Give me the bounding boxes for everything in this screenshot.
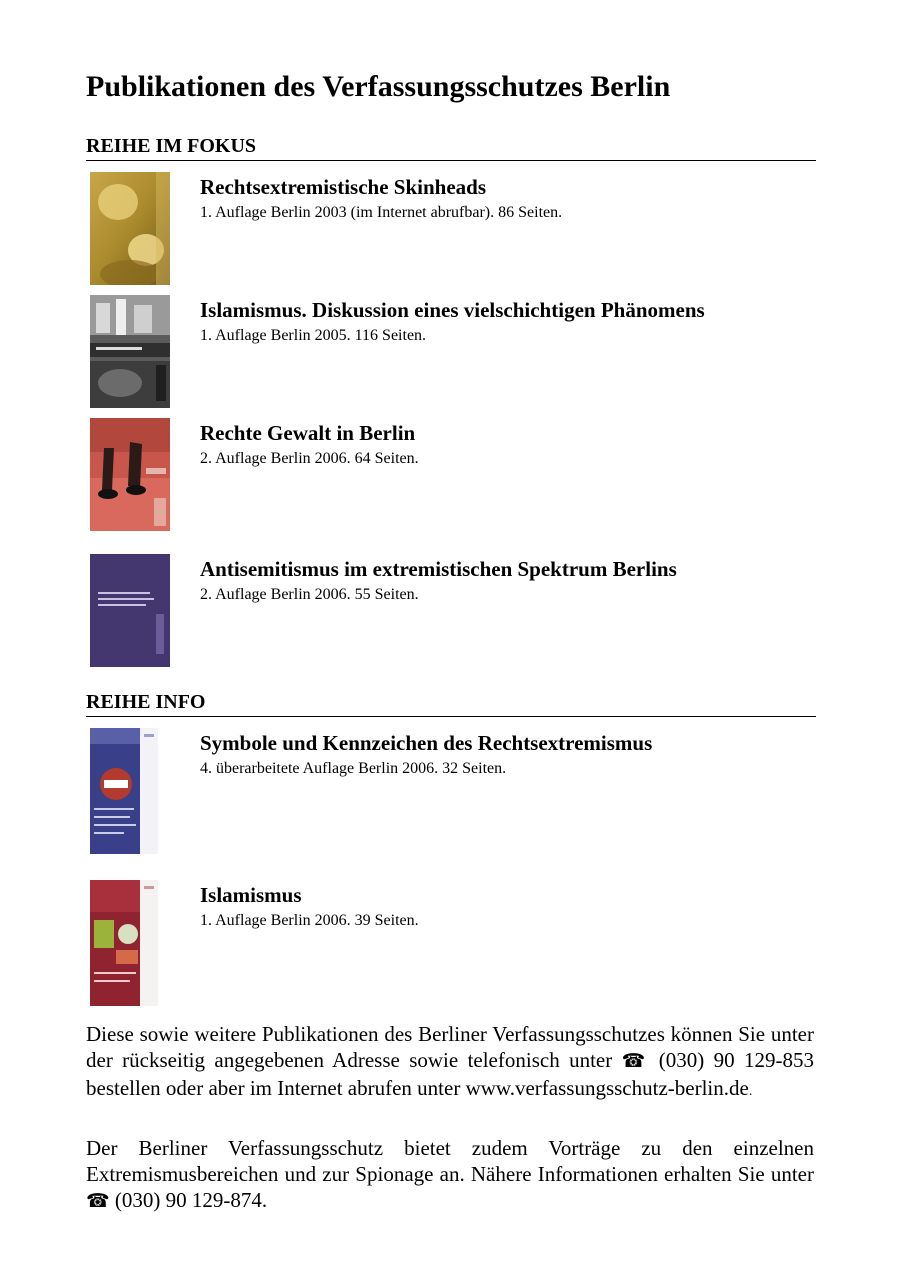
publication-title: Islamismus. Diskussion eines vielschichtigen Phänomens	[200, 298, 705, 322]
cover-symbole-image	[90, 728, 158, 854]
publication-item[interactable]	[90, 295, 820, 425]
cover-islamismus-image	[90, 880, 158, 1006]
publication-text	[200, 174, 820, 224]
publication-meta: 2. Auflage Berlin 2006. 64 Seiten.	[200, 450, 419, 467]
publication-text	[200, 882, 820, 932]
paragraph-line: Diese sowie weitere Publikationen des Berliner Verfassungsschutzes können	[86, 1022, 733, 1046]
publication-text	[200, 297, 820, 347]
ordering-info-paragraph	[86, 1021, 814, 1105]
publication-meta: 1. Auflage Berlin 2005. 116 Seiten.	[200, 327, 427, 344]
publication-meta: 1. Auflage Berlin 2003 (im Internet abrufbar). 86 Seiten.	[200, 204, 563, 221]
publication-meta: 4. überarbeitete Auflage Berlin 2006. 32 Seiten.	[200, 760, 507, 777]
cover-skinheads-image	[90, 172, 170, 285]
publication-title: Islamismus	[200, 883, 302, 907]
telephone-icon: ☎	[86, 1191, 110, 1212]
publication-item[interactable]	[90, 880, 820, 1010]
paragraph-line: Sie unter der rückseitig angegebenen Adresse sowie telefonisch unter	[86, 1022, 814, 1072]
paragraph-line: bestellen oder aber im Internet abrufen unter	[86, 1076, 461, 1100]
publication-meta: 1. Auflage Berlin 2006. 39 Seiten.	[200, 912, 419, 929]
section-heading-fokus: REIHE IM FOKUS	[86, 134, 816, 161]
lecture-info-paragraph	[86, 1135, 814, 1215]
publication-text	[200, 420, 820, 470]
order-phone-number[interactable]: (030) 90 129-853	[658, 1048, 815, 1072]
website-link[interactable]: www.verfassungsschutz-berlin.de	[465, 1076, 749, 1100]
publication-title: Rechte Gewalt in Berlin	[200, 421, 416, 445]
publication-text	[200, 730, 820, 780]
publication-title: Symbole und Kennzeichen des Rechtsextremismus	[200, 731, 653, 755]
cover-antisemitismus-image	[90, 554, 170, 667]
publication-meta: 2. Auflage Berlin 2006. 55 Seiten.	[200, 586, 419, 603]
sentence-period: .	[748, 1084, 753, 1099]
section-heading-info: REIHE INFO	[86, 690, 816, 717]
publication-title: Rechtsextremistische Skinheads	[200, 175, 487, 199]
lecture-phone-number[interactable]: (030) 90 129-874.	[114, 1188, 268, 1212]
page-title: Publikationen des Verfassungsschutzes Berlin	[86, 70, 671, 103]
cover-islamismus-diskussion-image	[90, 295, 170, 408]
publication-text	[200, 556, 820, 606]
publication-item[interactable]	[90, 728, 820, 858]
telephone-icon: ☎	[621, 1051, 650, 1072]
publication-item[interactable]	[90, 418, 820, 548]
publication-title: Antisemitismus im extremistischen Spektrum Berlins	[200, 557, 677, 581]
paragraph-line: Extremismusbereichen und zur Spionage an. Nähere Informationen erhalten Sie	[86, 1162, 765, 1186]
cover-rechte-gewalt-image	[90, 418, 170, 531]
paragraph-line: Der Berliner Verfassungsschutz bietet zudem Vorträge zu den einzelnen	[86, 1136, 814, 1160]
publication-item[interactable]	[90, 172, 820, 302]
paragraph-prefix: unter	[770, 1162, 814, 1186]
publication-item[interactable]	[90, 554, 820, 684]
